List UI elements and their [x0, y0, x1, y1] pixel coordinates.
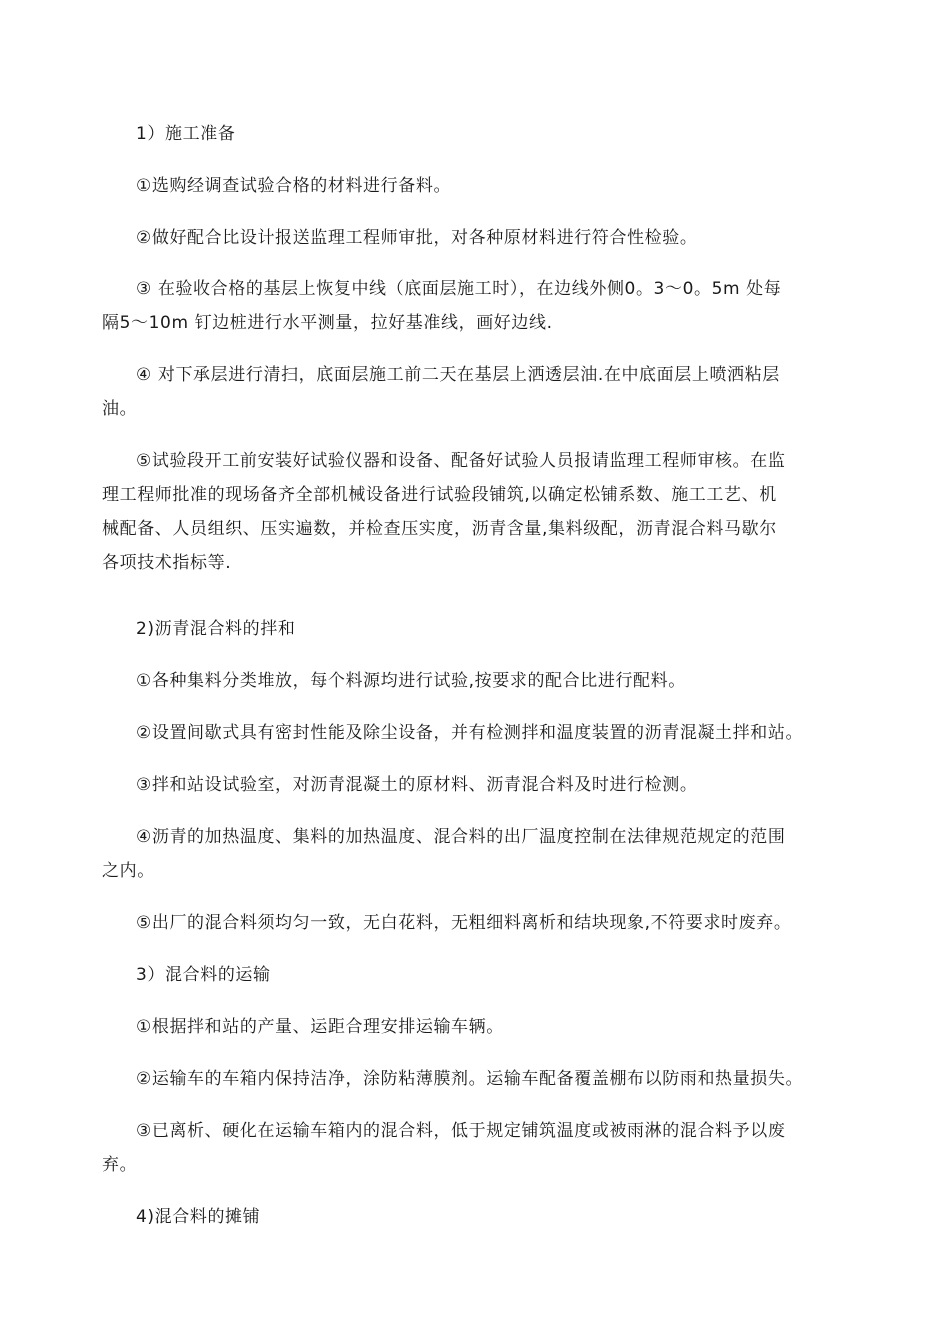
- text-line: 油。: [102, 399, 138, 419]
- text-line: 各项技术指标等.: [102, 553, 232, 573]
- paragraph-item: [102, 1114, 862, 1182]
- paragraph-item: [102, 444, 862, 580]
- paragraph-item: [102, 1062, 862, 1096]
- heading-construction-preparation: [102, 117, 862, 151]
- paragraph-item: [102, 272, 862, 340]
- paragraph-item: [102, 169, 862, 203]
- text-line: ⑤试验段开工前安装好试验仪器和设备、配备好试验人员报请监理工程师审核。在监: [136, 451, 786, 471]
- text-line: ②设置间歇式具有密封性能及除尘设备，并有检测拌和温度装置的沥青混凝土拌和站。: [136, 723, 804, 743]
- text-line: ①各种集料分类堆放，每个料源均进行试验,按要求的配合比进行配料。: [136, 671, 686, 691]
- text-line: ④沥青的加热温度、集料的加热温度、混合料的出厂温度控制在法律规范规定的范围: [136, 827, 786, 847]
- text-line: 4)混合料的摊铺: [136, 1207, 261, 1227]
- paragraph-item: [102, 768, 862, 802]
- text-line: 理工程师批准的现场备齐全部机械设备进行试验段铺筑,以确定松铺系数、施工工艺、机: [102, 485, 777, 505]
- paragraph-item: [102, 820, 862, 888]
- text-line: ③ 在验收合格的基层上恢复中线（底面层施工时），在边线外侧0。3～0。5m 处每: [136, 279, 782, 299]
- text-line: ②运输车的车箱内保持洁净，涂防粘薄膜剂。运输车配备覆盖棚布以防雨和热量损失。: [136, 1069, 804, 1089]
- text-line: 械配备、人员组织、压实遍数，并检查压实度，沥青含量,集料级配，沥青混合料马歇尔: [102, 519, 777, 539]
- text-line: ⑤出厂的混合料须均匀一致，无白花料，无粗细料离析和结块现象,不符要求时废弃。: [136, 913, 792, 933]
- text-line: 隔5～10m 钉边桩进行水平测量，拉好基准线，画好边线.: [102, 313, 553, 333]
- heading-mixture-paving: [102, 1200, 862, 1234]
- text-line: ④ 对下承层进行清扫，底面层施工前二天在基层上洒透层油.在中底面层上喷洒粘层: [136, 365, 780, 385]
- text-line: 3）混合料的运输: [136, 965, 271, 985]
- text-line: 弃。: [102, 1155, 138, 1175]
- text-line: ①选购经调查试验合格的材料进行备料。: [136, 176, 452, 196]
- text-line: 1）施工准备: [136, 124, 236, 144]
- text-line: 2)沥青混合料的拌和: [136, 619, 296, 639]
- text-line: ③已离析、硬化在运输车箱内的混合料，低于规定铺筑温度或被雨淋的混合料予以废: [136, 1121, 786, 1141]
- paragraph-item: [102, 221, 862, 255]
- heading-asphalt-mixing: [102, 612, 862, 646]
- heading-mixture-transport: [102, 958, 862, 992]
- text-line: 之内。: [102, 861, 155, 881]
- text-line: ②做好配合比设计报送监理工程师审批，对各种原材料进行符合性检验。: [136, 228, 698, 248]
- paragraph-item: [102, 1010, 862, 1044]
- text-line: ③拌和站设试验室，对沥青混凝土的原材料、沥青混合料及时进行检测。: [136, 775, 698, 795]
- paragraph-item: [102, 664, 862, 698]
- text-line: ①根据拌和站的产量、运距合理安排运输车辆。: [136, 1017, 504, 1037]
- paragraph-item: [102, 906, 862, 940]
- paragraph-item: [102, 358, 862, 426]
- paragraph-item: [102, 716, 862, 750]
